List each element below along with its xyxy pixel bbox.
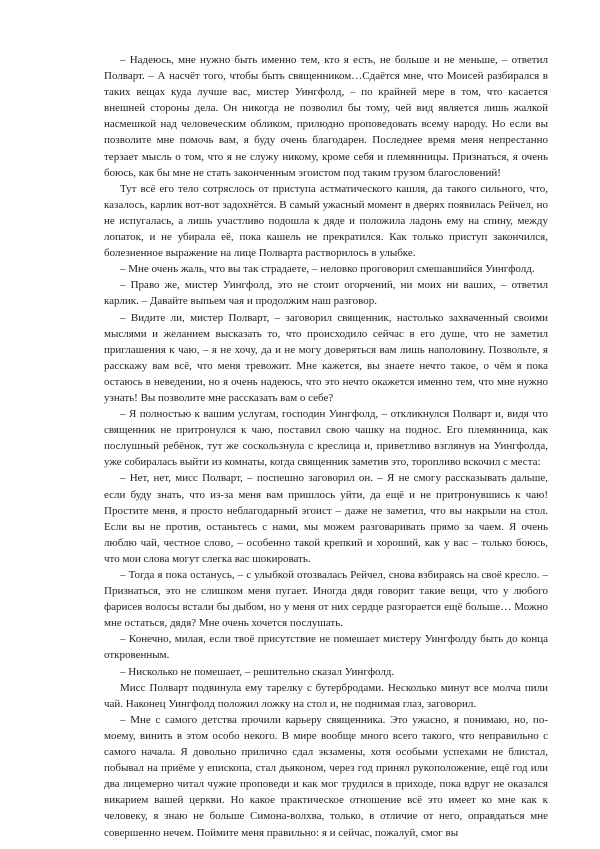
- paragraph: – Нисколько не помешает, – решительно сказал Уингфолд.: [120, 665, 395, 678]
- paragraph: Тут всё его тело сотряслось от приступа астматического кашля, да такого сильного, что, казалось, карлик вот-вот задохнётся. В самый ужасный момент в дверях появилась Рейчел, но не испугалась, а лишь участливо подошла к дяде и положила ладонь ему на спину, между лопаток, и не убирала её, пока кашель не прекратился. Как только приступ закончился, болезненное выражение на лице Полварта растворилось в улыбке.: [104, 182, 548, 260]
- paragraph: Мисс Полварт подвинула ему тарелку с бутербродами. Несколько минут все молча пили чай. Наконец Уингфолд положил ложку на стол и, не поднимая глаз, заговорил.: [104, 681, 548, 710]
- paragraph: – Право же, мистер Уингфолд, это не стоит огорчений, ни моих ни ваших, – ответил карлик. – Давайте выпьем чая и продолжим наш разговор.: [104, 279, 548, 308]
- paragraph: – Надеюсь, мне нужно быть именно тем, кто я есть, не больше и не меньше, – ответил Полварт. – А насчёт того, чтобы быть священником…Сдаётся мне, что Моисей разбирался в таких вещах куда лучше вас, мистер Уингфолд, – по крайней мере в том, что касается внешней стороны дела. Он никогда не позволил бы тому, чей вид является лишь жалкой насмешкой над человеческим обликом, прилюдно проповедовать всему народу. Но если вы позволите мне помочь вам, я буду очень благодарен. Последнее время меня непрестанно терзает мысль о том, что я не служу никому, кроме себя и племянницы. Признаться, я очень боюсь, как бы мне не стать законченным эгоистом под таким грузом благословений!: [104, 54, 548, 179]
- paragraph: – Видите ли, мистер Полварт, – заговорил священник, настолько захваченный своими мыслями и желанием высказать то, что происходило сейчас в его душе, что не заметил приглашения к чаю, – я не хочу, да и не могу доверяться вам лишь наполовину. Позвольте, я расскажу вам всё, что меня тревожит. Мне кажется, вы знаете нечто такое, о чём я пока остаюсь в неведении, но я очень надеюсь, что это нечто окажется именно тем, что мне нужно узнать! Вы позволите мне рассказать вам о себе?: [104, 311, 548, 404]
- paragraph: – Мне с самого детства прочили карьеру священника. Это ужасно, я понимаю, но, по-моему, винить в этом особо некого. В мире вообще много всего такого, что неправильно с самого начала. Я довольно прилично сдал экзамены, хотя особыми успехами не блистал, побывал на приёме у епископа, стал дьяконом, через год принял рукоположение, ещё год или два лицемерно читал чужие проповеди и как мог трудился в приходе, пока вдруг не оказался викарием вашей церкви. Но какое практическое отношение всё это имеет ко мне как к человеку, я знаю не больше Симона-волхва, только, в отличие от него, оправдаться мне совершенно нечем. Поймите меня правильно: я и сейчас, пожалуй, смог вы: [104, 713, 548, 839]
- paragraph: – Мне очень жаль, что вы так страдаете, – неловко проговорил смешавшийся Уингфолд.: [120, 263, 535, 276]
- paragraph: – Нет, нет, мисс Полварт, – поспешно заговорил он. – Я не смогу рассказывать дальше, если буду знать, что из-за меня вам пришлось уйти, да ещё и не притронувшись к чаю! Простите меня, я просто неблагодарный эгоист – даже не заметил, что вы накрыли на стол. Если вы не против, останьтесь с нами, мы можем разговаривать прямо за чаем. Я очень люблю чай, честное слово, – особенно такой крепкий и хороший, как у вас – только боюсь, что мои слова могут слегка вас шокировать.: [104, 472, 548, 565]
- paragraph: – Я полностью к вашим услугам, господин Уингфолд, – откликнулся Полварт и, видя что священник не притронулся к чаю, поставил свою чашку на поднос. Его племянница, как послушный ребёнок, тут же соскользнула с креслица и, приветливо взглянув на Уингфолда, уже собиралась выйти из комнаты, когда священник заметив это, торопливо вскочил с места:: [104, 408, 548, 469]
- paragraph: – Конечно, милая, если твоё присутствие не помешает мистеру Уингфолду быть до конца откровенным.: [104, 633, 548, 662]
- document-page: [104, 52, 548, 841]
- paragraph: – Тогда я пока останусь, – с улыбкой отозвалась Рейчел, снова взбираясь на своё кресло. – Признаться, это не слишком меня пугает. Иногда дядя говорит такие вещи, что у любого фарисея волосы встали бы дыбом, но у меня от них сердце разгорается ещё больше… Можно мне остаться, дядя? Мне очень хочется послушать.: [104, 569, 548, 630]
